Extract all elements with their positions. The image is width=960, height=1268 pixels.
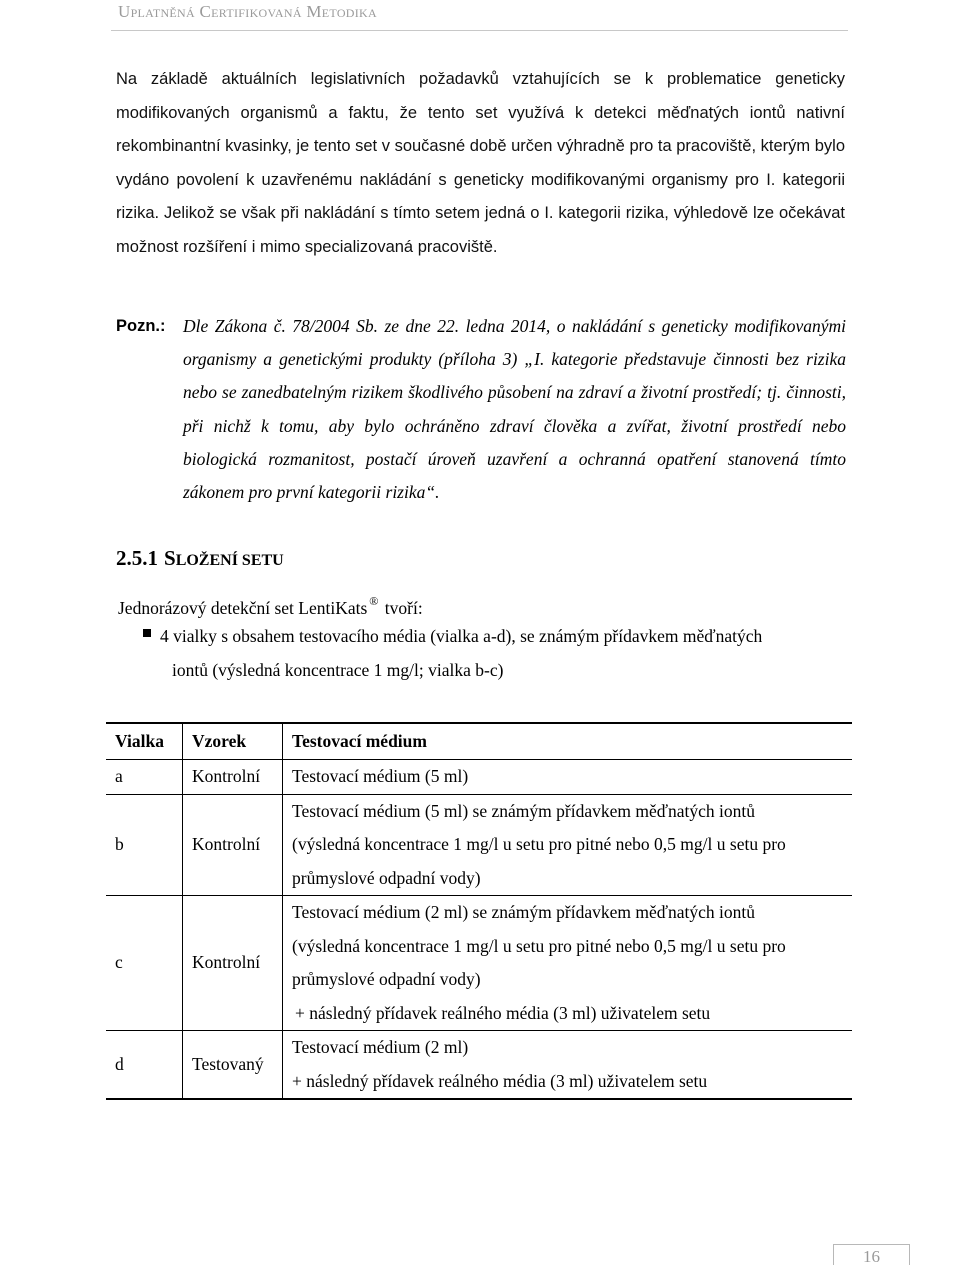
medium-line: průmyslové odpadní vody) [292,867,481,888]
medium-line: (výsledná koncentrace 1 mg/l u setu pro pitné nebo 0,5 mg/l u setu pro [292,834,786,854]
medium-line: + následný přídavek reálného média (3 ml) uživatelem setu [295,1002,711,1023]
cell-medium [283,760,853,795]
cell-vzorek: Kontrolní [183,896,283,1031]
intro-paragraph: Na základě aktuálních legislativních požadavků vztahujících se k problematice geneticky modifikovaných organismů a faktu, že tento set využívá k detekci měďnatých iontů nativní rekombinantní kvasinky, je tento set v současné době určen výhradně pro ta pracoviště, kterým bylo vydáno povolení k uzavřenému nakládání s geneticky modifikovanými organismy pro I. kategorii rizika. Jelikož se však při nakládání s tímto setem jedná o I. kategorii rizika, výhledově lze očekávat možnost rozšíření i mimo specializovaná pracoviště. [116,70,845,256]
column-header-vzorek: Vzorek [183,723,283,760]
note-label: Pozn.: [116,317,166,335]
table-row [106,1031,852,1100]
medium-line: průmyslové odpadní vody) [292,969,481,989]
kit-intro-text: Jednorázový detekční set LentiKats [118,597,368,618]
square-bullet-icon [143,629,151,637]
kit-intro [118,588,423,623]
cell-medium [283,1031,853,1100]
cell-vzorek: Kontrolní [183,760,283,795]
medium-line: (výsledná koncentrace 1 mg/l u setu pro pitné nebo 0,5 mg/l u setu pro [292,935,786,956]
cell-vialka: a [106,760,183,795]
section-heading [116,543,284,576]
table-row [106,794,852,896]
section-number: 2.5.1 [116,546,158,570]
list-item-line-1: 4 vialky s obsahem testovacího média (vialka a-d), se známým přídavkem měďnatých [160,626,763,646]
vials-table [106,722,852,1100]
header-rule [111,30,848,31]
section-title-rest: LOŽENÍ SETU [175,552,284,569]
column-header-medium: Testovací médium [283,723,853,760]
medium-line: Testovací médium (2 ml) se známým přídavkem měďnatých iontů [292,902,756,922]
list-item [160,620,850,687]
page-number: 16 [833,1244,910,1265]
cell-medium [283,794,853,896]
cell-vialka: b [106,794,183,896]
list-item-line-2: iontů (výsledná koncentrace 1 mg/l; vialka b-c) [172,659,504,680]
cell-vialka: c [106,896,183,1031]
table-row [106,896,852,1031]
cell-vzorek: Kontrolní [183,794,283,896]
note-text: Dle Zákona č. 78/2004 Sb. ze dne 22. ledna 2014, o nakládání s geneticky modifikovanými organismy a genetickými produkty (příloha 3) „I. kategorie představuje činnosti bez rizika nebo se zanedbatelným rizikem škodlivého působení na zdraví a životní prostředí; tj. činnosti, při nichž k tomu, aby bylo ochráněno zdraví člověka a zvířat, životní prostředí nebo biologická rozmanitost, postačí úroveň uzavření a ochranná opatření stanovená tímto zákonem pro první kategorii rizika“. [183,316,846,503]
running-header: Uplatněná Certifikovaná Metodika [118,2,377,21]
medium-line: Testovací médium (5 ml) se známým přídavkem měďnatých iontů [292,800,756,821]
section-title-initial: S [164,546,176,570]
registered-mark: ® [369,594,379,608]
cell-vialka: d [115,1053,124,1074]
medium-line: + následný přídavek reálného média (3 ml) uživatelem setu [292,1070,708,1091]
table-row [106,760,852,795]
cell-medium [283,896,853,1031]
column-header-vialka: Vialka [106,723,183,760]
cell-vzorek: Testovaný [183,1031,283,1100]
kit-intro-end: tvoří: [380,597,423,618]
medium-line: Testovací médium (2 ml) [292,1037,469,1057]
medium-line: Testovací médium (5 ml) [292,766,469,786]
table-header-row [106,723,852,760]
